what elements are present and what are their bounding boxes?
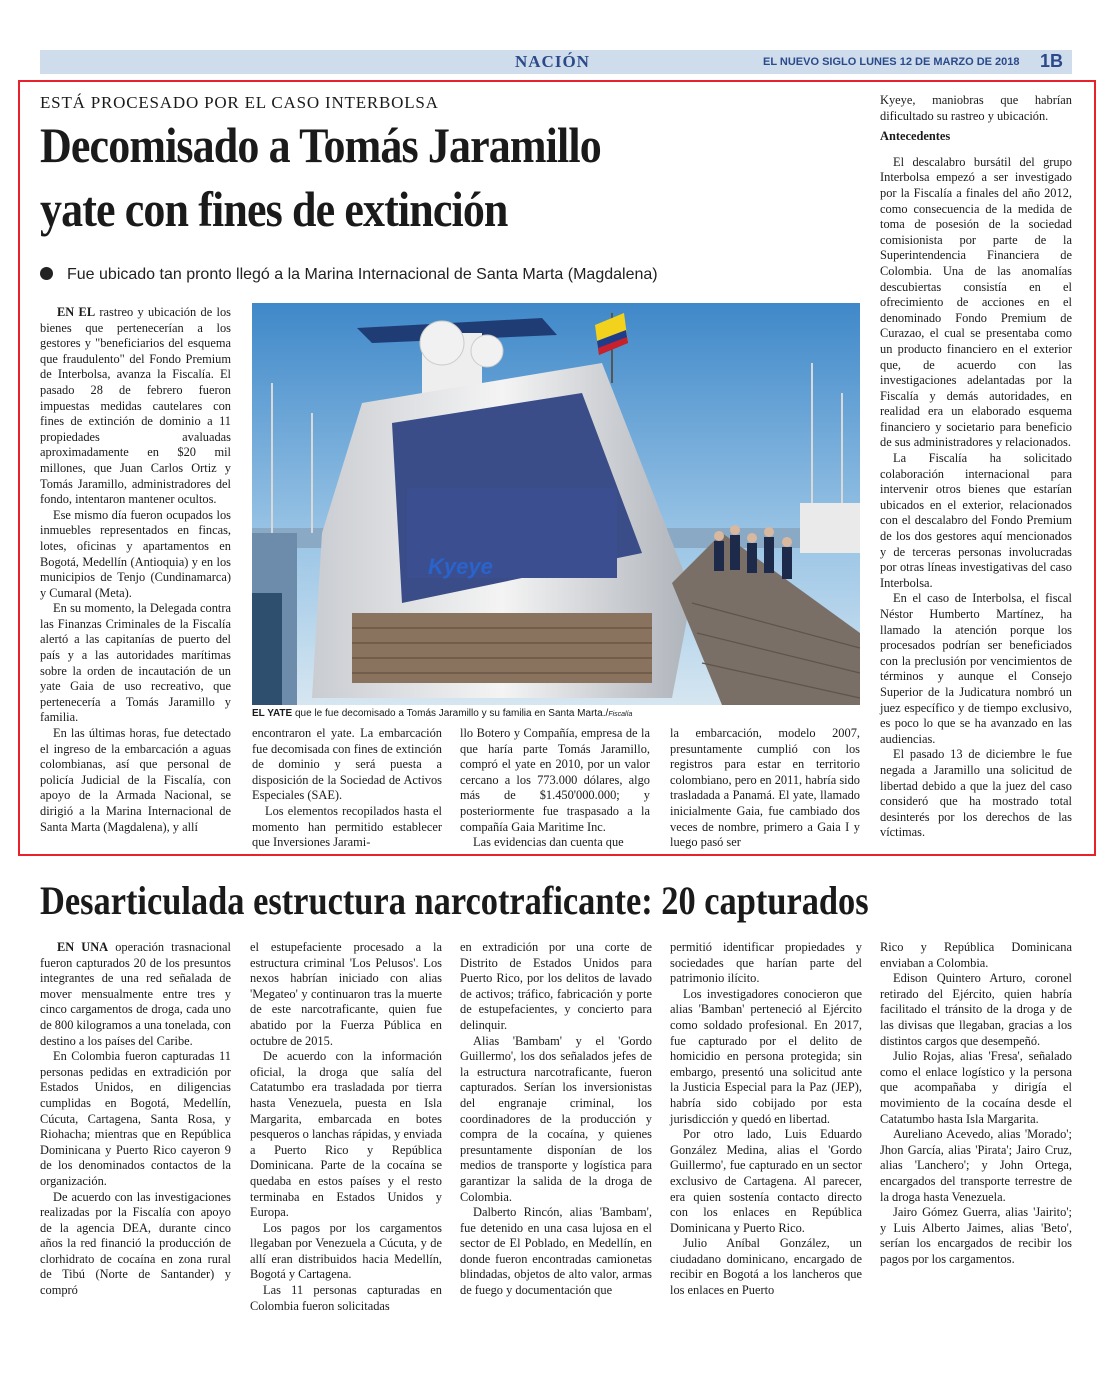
paragraph: la embarcación, modelo 2007, presuntamente cumplió con los registros para estar en territorio colombiano, pero en 2011, habría sido trasladada a Panamá. El yate, llamado inicialmente Gaia, fue cambiado dos veces de nombre, primero a Gaia I y luego pasó ser <box>670 726 860 850</box>
paragraph: Dalberto Rincón, alias 'Bambam', fue detenido en una casa lujosa en el sector de El Poblado, en Medellín, en donde fueron encontradas camionetas blindadas, objetos de alto valor, armas de fuego y documentación que <box>460 1205 652 1298</box>
paragraph: Ese mismo día fueron ocupados los inmuebles representados en fincas, lotes, oficinas y apartamentos en Bogotá, Medellín (Antioquia) y en los municipios de Tenjo (Cundinamarca) y Cumaral (Meta). <box>40 507 231 600</box>
paragraph: operación trasnacional fueron capturados 20 de los presuntos integrantes de una red señalada de mover mensualmente entre tres y cinco cargamentos de droga, cada uno de 800 kilogramos a una tonelada, con destino a los países del Caribe. <box>40 940 232 1048</box>
paragraph: Julio Rojas, alias 'Fresa', señalado como el enlace logístico y la persona que acompañaba y dirigía el movimiento de la cocaína desde el Catatumbo hasta Isla Margarita. <box>880 1049 1072 1126</box>
paragraph: Por otro lado, Luis Eduardo González Medina, alias el 'Gordo Guillermo', fue capturado en un sector exclusivo de Cartagena. Al parecer, era quien sostenía contacto directo con los enlaces en República Dominicana y Puerto Rico. <box>670 1127 862 1235</box>
paragraph: El descalabro bursátil del grupo Interbolsa empezó a ser investigado por la Fiscalía a finales del año 2012, como consecuencia de la medida de toma de posesión de la sociedad comisionista por parte de la Superintendencia Financiera de Colombia. Una de las anomalías descubiertas consistía en el ofrecimiento de acciones en el denominado Fondo Premium de Curazao, el cual se presentaba como un producto financiero en el exterior que, de acuerdo con las investigaciones adelantadas por la Fiscalía y demás autoridades, en realidad era un elaborado esquema financiero y societario para beneficio de sus administradores y relacionados. <box>880 154 1072 450</box>
paragraph: Alias 'Bambam' y el 'Gordo Guillermo', los dos señalados jefes de la estructura narcotraficante, fueron capturados. Serían los inversionistas del engranaje criminal, los coordinadores de la producción y compra de la cocaína, y quienes presuntamente disponían de los medios de transporte y logística para garantizar la salida de la droga de Colombia. <box>460 1033 652 1204</box>
caption-credit: Fiscalía <box>608 711 633 718</box>
article2-column-5 <box>880 940 1072 1267</box>
article-column-4 <box>670 726 860 851</box>
boat-name-label: Kyeye <box>428 554 493 579</box>
paragraph: Las 11 personas capturadas en Colombia fueron solicitadas <box>250 1283 442 1313</box>
bullet-icon <box>40 267 53 280</box>
headline-line-1: Decomisado a Tomás Jaramillo <box>40 117 601 173</box>
paragraph: Jairo Gómez Guerra, alias 'Jairito'; y Luis Alberto Jaimes, alias 'Beto', serían los encargados de recibir los pagos por los cargamentos. <box>880 1205 1072 1266</box>
section-heading: Antecedentes <box>880 129 951 144</box>
paragraph: permitió identificar propiedades y sociedades que harían parte del patrimonio ilícito. <box>670 940 862 986</box>
paragraph: Los elementos recopilados hasta el momento han permitido establecer que Inversiones Jarami- <box>252 803 442 850</box>
article2-headline: Desarticulada estructura narcotraficante: 20 capturados <box>40 878 869 923</box>
yacht-photo <box>252 303 860 705</box>
section-name: NACIÓN <box>515 52 590 71</box>
paragraph: el estupefaciente procesado a la estructura criminal 'Los Pelusos'. Los nexos habrían iniciado con alias 'Megateo' y continuaron tras la muerte de este narcotraficante, quien fue abatido por la Fuerza Pública en octubre de 2015. <box>250 940 442 1048</box>
article-column-5 <box>880 93 1072 841</box>
paragraph: llo Botero y Compañía, empresa de la que haría parte Tomás Jaramillo, compró el yate en 2010, por un valor cercano a los 773.000 dólares, algo más de $1.450'000.000; y posteriormente fue traspasado a la compañía Gaia Maritime Inc. <box>460 726 650 834</box>
article-column-2 <box>252 726 442 851</box>
article-subheadline <box>40 266 658 284</box>
lead-words: EN EL <box>57 305 96 319</box>
paragraph: Las evidencias dan cuenta que <box>473 835 624 850</box>
paragraph: Kyeye, maniobras que habrían dificultado su rastreo y ubicación. <box>880 93 1072 123</box>
paragraph: En Colombia fueron capturadas 11 personas pedidas en extradición por Estados Unidos, en diligencias cumplidas en Bogotá, Medellín, Cúcuta, Cartagena, Santa Rosa, y Riohacha; mientras que en República Dominicana y Puerto Rico cayeron 9 de los denominados contactos de la organización. <box>40 1049 231 1188</box>
paragraph: El pasado 13 de diciembre le fue negada a Jaramillo una solicitud de libertad debido a que la juez del caso consideró que ha mostrado total desinterés por los derechos de las víctimas. <box>880 747 1072 840</box>
paragraph: rastreo y ubicación de los bienes que pertenecerían a los gestores y "beneficiarios del esquema que fraudulento" del Fondo Premium de Interbolsa, avanza la Fiscalía. El pasado 28 de febrero fueron impuestas medidas cautelares con fines de extinción de dominio a 11 propiedades avaluadas aproximadamente en $20 mil millones, que Juan Carlos Ortiz y Tomás Jaramillo, administradores del fondo, intentaron mantener ocultos. <box>40 305 232 507</box>
caption-text: que le fue decomisado a Tomás Jaramillo y su familia en Santa Marta./ <box>292 708 609 719</box>
article-column-1 <box>40 305 231 835</box>
paragraph: De acuerdo con las investigaciones realizadas por la Fiscalía con apoyo de la agencia DEA, durante cinco años la red financió la producción de clorhidrato de cocaína en zona rural de Tibú (Norte de Santander) y compró <box>40 1189 231 1298</box>
paper-date-line: EL NUEVO SIGLO LUNES 12 DE MARZO DE 2018 <box>763 56 1020 68</box>
lead-words: EN UNA <box>57 940 109 954</box>
subheadline-text: Fue ubicado tan pronto llegó a la Marina Internacional de Santa Marta (Magdalena) <box>67 266 658 283</box>
paragraph: Rico y República Dominicana enviaban a Colombia. <box>880 940 1072 970</box>
paragraph: Aureliano Acevedo, alias 'Morado'; Jhon García, alias 'Pirata'; Jairo Cruz, alias 'Lanchero'; y John Ortega, encargados del transporte terrestre de la droga hasta Venezuela. <box>880 1127 1072 1204</box>
paragraph: En las últimas horas, fue detectado el ingreso de la embarcación a aguas colombianas, así que personal de policía Judicial de la Fiscalía, con apoyo de la Armada Nacional, se dirigió a la Marina Internacional de Santa Marta (Magdalena), y allí <box>40 726 231 834</box>
paragraph: Edison Quintero Arturo, coronel retirado del Ejército, quien habría facilitado el tránsito de la droga y de las divisas que llegaban, gracias a los distintos cargos que desempeñó. <box>880 971 1072 1048</box>
paragraph: en extradición por una corte de Distrito de Estados Unidos para Puerto Rico, por los delitos de lavado de activos; tráfico, fabricación y porte de estupefacientes, y concierto para delinquir. <box>460 940 652 1032</box>
caption-lead: EL YATE <box>252 708 293 719</box>
article-column-3 <box>460 726 650 851</box>
paragraph: Julio Aníbal González, un ciudadano dominicano, encargado de recibir en Bogotá a los lancheros que los enlaces en Puerto <box>670 1236 862 1298</box>
article2-column-3 <box>460 940 652 1299</box>
paragraph: La Fiscalía ha solicitado colaboración internacional para intervenir otros bienes que estarían ubicados en el exterior, relacionados con el descalabro del Fondo Premium de los dos gestores aquí mencionados y de terceras personas involucradas por otras líneas investigativas del caso Interbolsa. <box>880 451 1072 590</box>
article2-column-4 <box>670 940 862 1299</box>
article2-column-1 <box>40 940 231 1299</box>
article-kicker: ESTÁ PROCESADO POR EL CASO INTERBOLSA <box>40 93 439 112</box>
paragraph: En su momento, la Delegada contra las Finanzas Criminales de la Fiscalía alertó a las capitanías de puerto del país y a las autoridades marítimas sobre la orden de incautación de un yate Gaia de uso recreativo, que pertenecería a Tomás Jaramillo y familia. <box>40 601 231 725</box>
paragraph: Los investigadores conocieron que alias 'Bamban' perteneció al Ejército como soldado profesional. En 2017, fue capturado por el delito de homicidio en persona protegida; sin embargo, presentó una solicitud ante la Justicia Especial para la Paz (JEP), habría sido cobijado por esta jurisdicción y quedó en libertad. <box>670 986 862 1126</box>
headline-line-2: yate con fines de extinción <box>40 181 508 237</box>
paragraph: En el caso de Interbolsa, el fiscal Néstor Humberto Martínez, ha llamado la atención porque los procesados podrían ser beneficiados con la preclusión por vencimientos de términos y aunque el Consejo Superior de la Judicatura nombró un juez específico y de tiempo exclusivo, es poco lo que se ha avanzado en las audiencias. <box>880 591 1072 746</box>
article2-column-2 <box>250 940 442 1314</box>
paragraph: De acuerdo con la información oficial, la droga que salía del Catatumbo era trasladada por tierra hasta Venezuela, puesta en Isla Margarita, embarcada en botes pesqueros o lanchas rápidas, y enviada a Puerto Rico y República Dominicana. Parte de la cocaína se quedaba en estos países y el resto terminaba en Estados Unidos y Europa. <box>250 1049 442 1220</box>
photo-caption <box>252 708 632 719</box>
paragraph: Los pagos por los cargamentos llegaban por Venezuela a Cúcuta, y de allí eran distribuidos hacia Medellín, Bogotá y Cartagena. <box>250 1220 442 1282</box>
page-number: 1B <box>1040 51 1064 71</box>
paragraph: encontraron el yate. La embarcación fue decomisada con fines de extinción de dominio y será puesta a disposición de la Sociedad de Activos Especiales (SAE). <box>252 726 442 803</box>
article-headline <box>40 113 770 241</box>
